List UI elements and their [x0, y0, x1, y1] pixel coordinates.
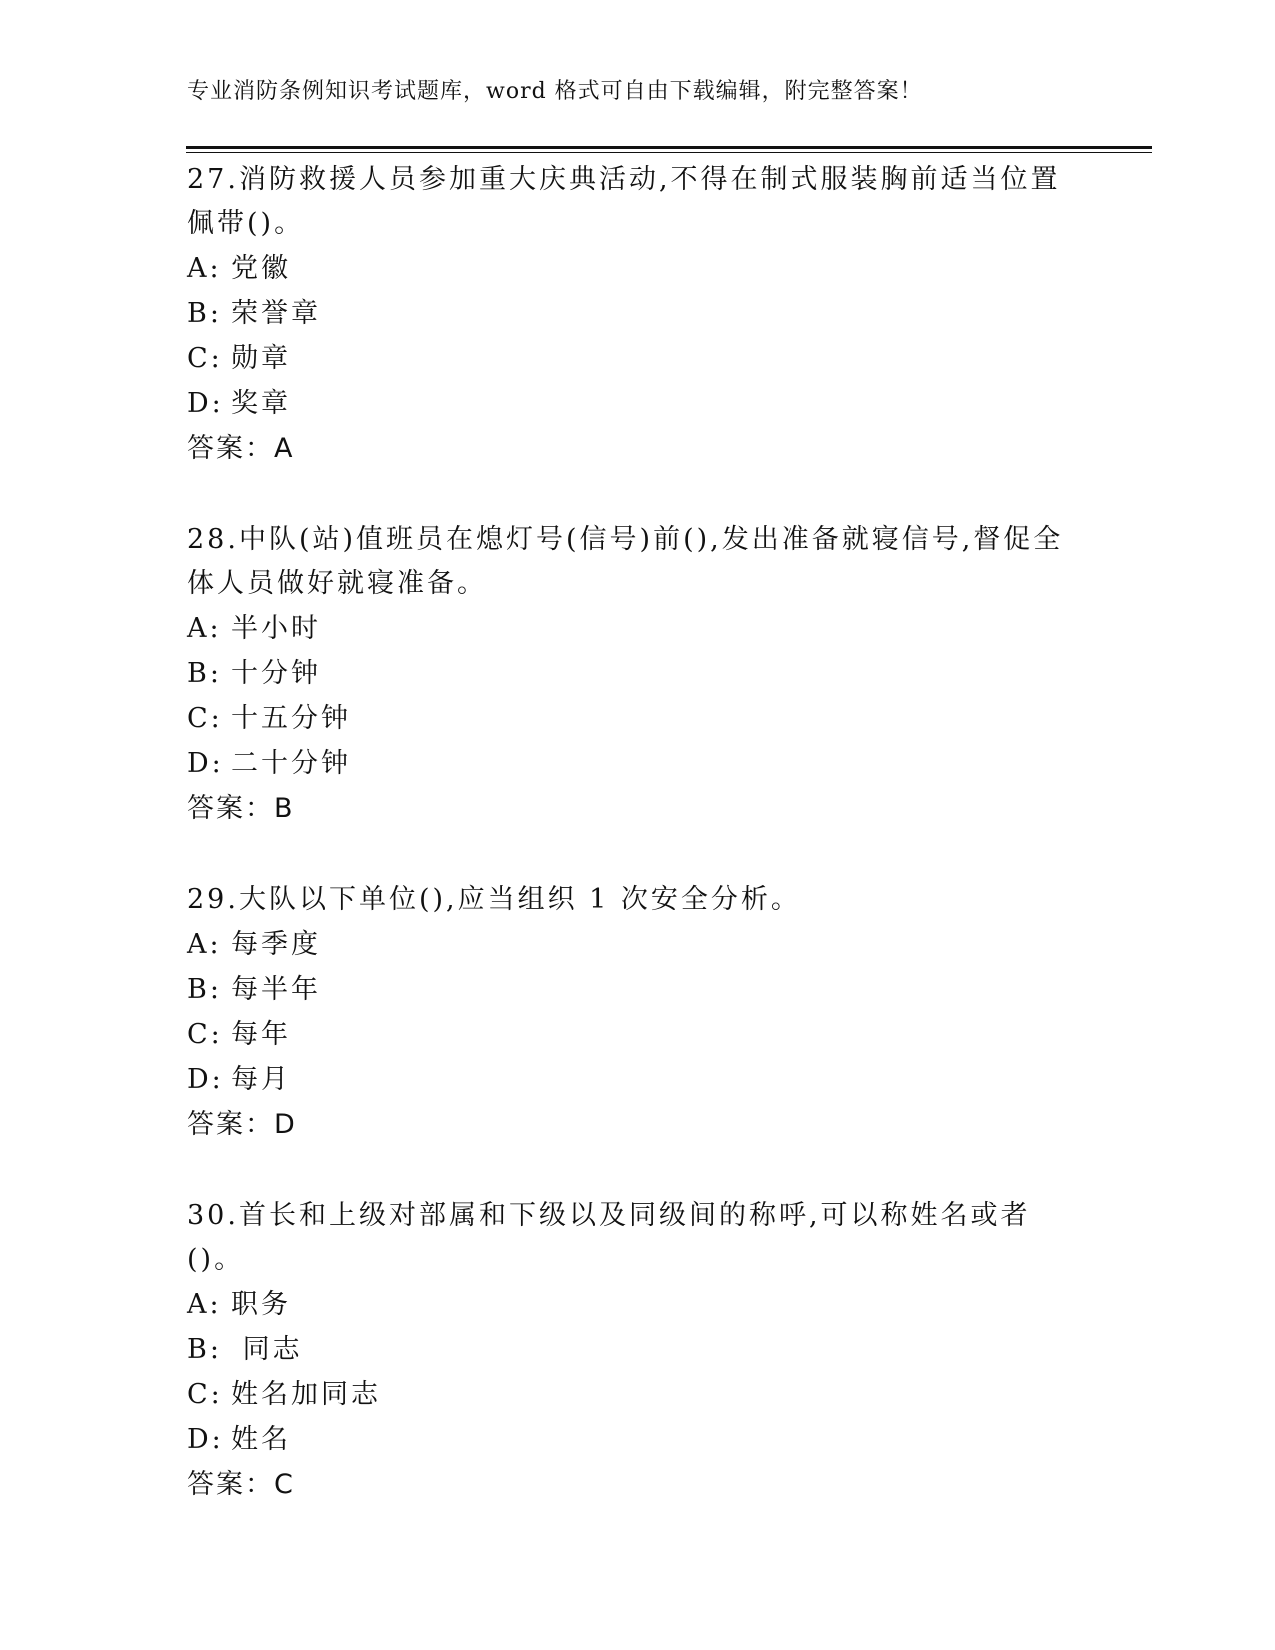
option-text: 荣誉章: [231, 298, 321, 329]
option-letter: D:: [187, 1064, 224, 1095]
option-text: 奖章: [231, 388, 291, 419]
option-letter: D:: [187, 748, 224, 779]
option-text: 每半年: [231, 974, 321, 1005]
option-d: [187, 381, 1087, 426]
option-a: [187, 246, 1087, 291]
option-c: [187, 336, 1087, 381]
option-text: 每月: [231, 1064, 291, 1095]
answer-label: 答案：D: [187, 1109, 297, 1140]
option-b: [187, 651, 1087, 696]
option-d: [187, 1057, 1087, 1102]
option-text: 姓名加同志: [231, 1379, 381, 1410]
option-letter: B:: [187, 1334, 222, 1365]
option-text: 姓名: [231, 1424, 291, 1455]
page-header: 专业消防条例知识考试题库，word 格式可自由下载编辑，附完整答案！: [187, 79, 923, 104]
option-letter: C:: [187, 1019, 223, 1050]
header-rule-thick: [186, 146, 1152, 149]
option-a: [187, 606, 1087, 651]
option-c: [187, 1372, 1087, 1417]
option-b: [187, 1327, 1087, 1372]
option-d: [187, 741, 1087, 786]
option-b: [187, 967, 1087, 1012]
option-letter: A:: [187, 929, 222, 960]
question-30: [187, 1194, 1087, 1508]
option-d: [187, 1417, 1087, 1462]
option-letter: B:: [187, 658, 222, 689]
option-text: 二十分钟: [231, 748, 351, 779]
option-text: 勋章: [231, 343, 291, 374]
option-text: 同志: [231, 1334, 303, 1365]
option-text: 十五分钟: [231, 703, 351, 734]
option-text: 每季度: [231, 929, 321, 960]
option-letter: A:: [187, 613, 222, 644]
option-letter: C:: [187, 703, 223, 734]
option-letter: B:: [187, 974, 222, 1005]
answer-label: 答案：A: [187, 433, 295, 464]
answer-label: 答案：B: [187, 793, 295, 824]
option-letter: C:: [187, 1379, 223, 1410]
question-stem: 27.消防救援人员参加重大庆典活动,不得在制式服装胸前适当位置佩带()。: [187, 164, 1061, 239]
header-rule-thin: [186, 152, 1152, 153]
option-a: [187, 922, 1087, 967]
option-text: 党徽: [231, 253, 291, 284]
option-letter: B:: [187, 298, 222, 329]
option-text: 半小时: [231, 613, 321, 644]
question-stem: 28.中队(站)值班员在熄灯号(信号)前(),发出准备就寝信号,督促全体人员做好就寝准备。: [187, 524, 1064, 599]
question-27: [187, 158, 1087, 472]
option-letter: A:: [187, 253, 222, 284]
question-stem: 29.大队以下单位(),应当组织 1 次安全分析。: [187, 884, 801, 915]
option-letter: D:: [187, 388, 224, 419]
option-text: 每年: [231, 1019, 291, 1050]
option-a: [187, 1282, 1087, 1327]
option-letter: D:: [187, 1424, 224, 1455]
option-b: [187, 291, 1087, 336]
option-letter: A:: [187, 1289, 222, 1320]
option-c: [187, 1012, 1087, 1057]
answer-label: 答案：C: [187, 1469, 295, 1500]
option-text: 十分钟: [231, 658, 321, 689]
question-29: [187, 878, 1087, 1148]
question-stem: 30.首长和上级对部属和下级以及同级间的称呼,可以称姓名或者()。: [187, 1200, 1031, 1275]
option-c: [187, 696, 1087, 741]
question-28: [187, 518, 1087, 832]
option-text: 职务: [231, 1289, 291, 1320]
option-letter: C:: [187, 343, 223, 374]
